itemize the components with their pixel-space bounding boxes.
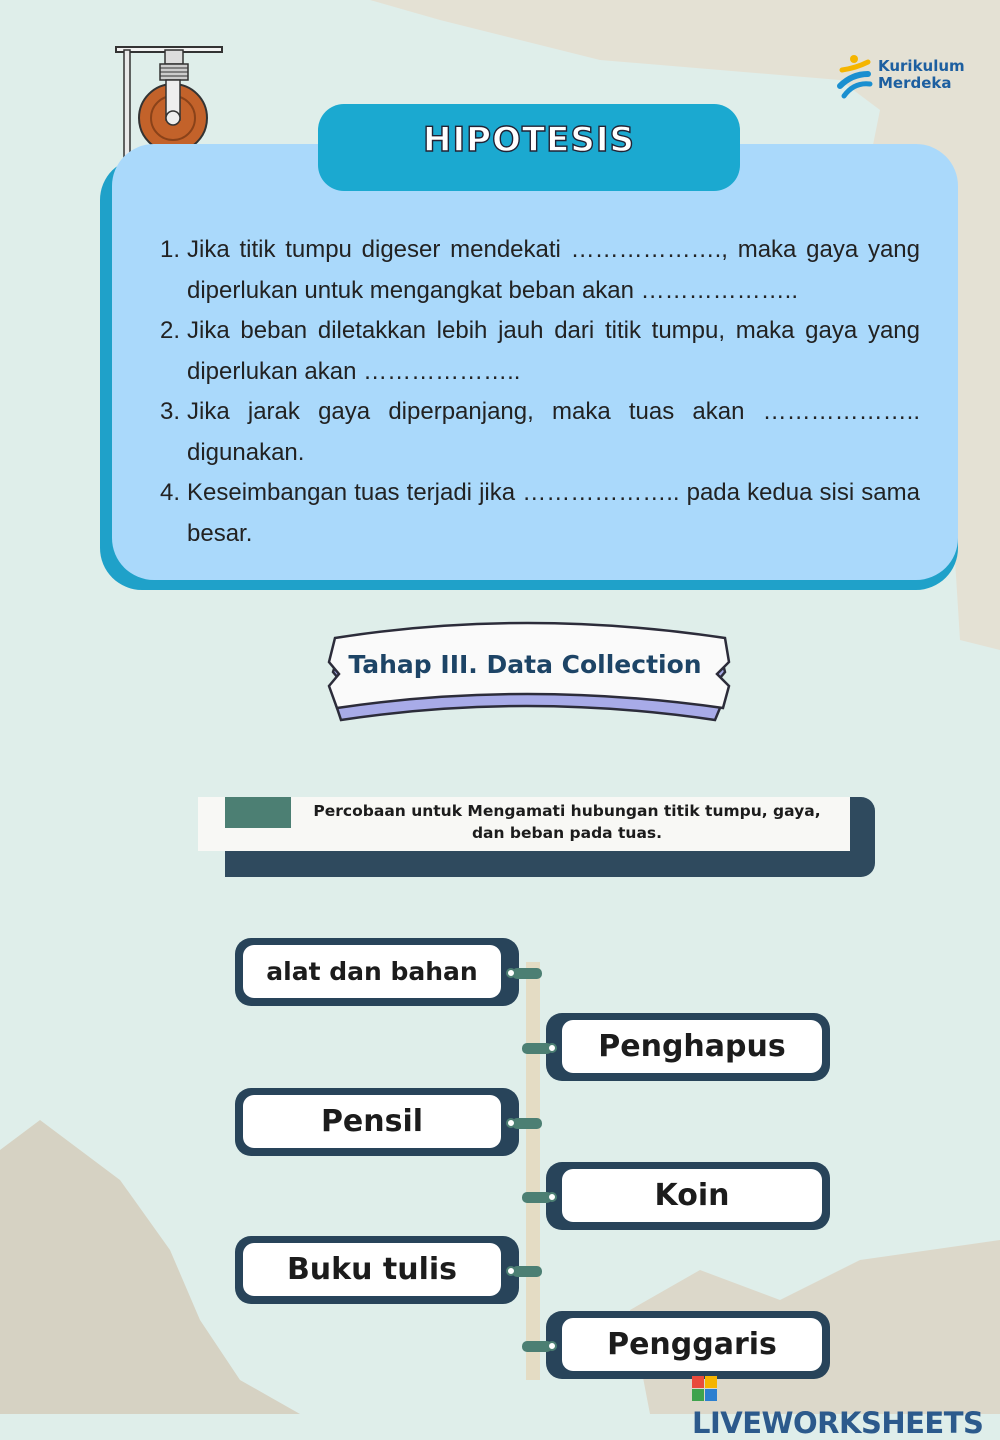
tree-item-label: Penghapus <box>562 1020 822 1073</box>
liveworksheets-logo-icon <box>692 1376 718 1402</box>
tree-root-node <box>235 938 519 1006</box>
tree-connector <box>512 1118 542 1129</box>
hipotesis-item <box>160 473 920 554</box>
hipotesis-item-text: Jika beban diletakkan lebih jauh dari titik tumpu, maka gaya yang diperlukan akan ……………….. <box>187 317 920 385</box>
tree-root-label: alat dan bahan <box>243 945 501 998</box>
hipotesis-item <box>160 230 920 311</box>
tree-connector-dot <box>506 1118 516 1128</box>
percobaan-tab <box>225 797 291 828</box>
hipotesis-title: HIPOTESIS <box>423 120 635 160</box>
hipotesis-item-number: 2. <box>160 317 181 344</box>
tree-item-node <box>546 1311 830 1379</box>
tree-item-node <box>546 1162 830 1230</box>
tree-item-node <box>235 1088 519 1156</box>
tree-connector-dot <box>506 1266 516 1276</box>
tree-item-node <box>546 1013 830 1081</box>
hipotesis-item-text: Jika jarak gaya diperpanjang, maka tuas akan ……………….. digunakan. <box>187 398 920 466</box>
liveworksheets-brand <box>692 1372 1000 1440</box>
kurikulum-logo-icon <box>838 52 874 98</box>
tree-connector-dot <box>547 1341 557 1351</box>
tree-item-label: Buku tulis <box>243 1243 501 1296</box>
kurikulum-merdeka-logo <box>838 52 965 98</box>
tree-item-label: Penggaris <box>562 1318 822 1371</box>
tree-connector-dot <box>506 968 516 978</box>
tree-connector-dot <box>547 1043 557 1053</box>
hipotesis-item-number: 4. <box>160 479 181 506</box>
liveworksheets-text: LIVEWORKSHEETS <box>692 1406 984 1440</box>
tree-spine <box>526 962 540 1380</box>
tree-item-label: Pensil <box>243 1095 501 1148</box>
tree-item-label: Koin <box>562 1169 822 1222</box>
hipotesis-item <box>160 392 920 473</box>
tree-connector <box>512 968 542 979</box>
hipotesis-item-text: Jika titik tumpu digeser mendekati ………………., maka gaya yang diperlukan untuk mengangkat beban akan ……………….. <box>187 236 920 304</box>
hipotesis-item-text: Keseimbangan tuas terjadi jika ……………….. pada kedua sisi sama besar. <box>187 479 920 547</box>
tree-connector <box>512 1266 542 1277</box>
hipotesis-item-number: 3. <box>160 398 181 425</box>
tree-connector-dot <box>547 1192 557 1202</box>
tree-item-node <box>235 1236 519 1304</box>
percobaan-text: Percobaan untuk Mengamati hubungan titik tumpu, gaya, dan beban pada tuas. <box>313 802 821 842</box>
hipotesis-item <box>160 311 920 392</box>
banner-title: Tahap III. Data Collection <box>348 650 702 679</box>
logo-line-2: Merdeka <box>878 74 952 92</box>
hipotesis-list <box>160 230 920 554</box>
logo-line-1: Kurikulum <box>878 57 965 75</box>
hipotesis-item-number: 1. <box>160 236 181 263</box>
